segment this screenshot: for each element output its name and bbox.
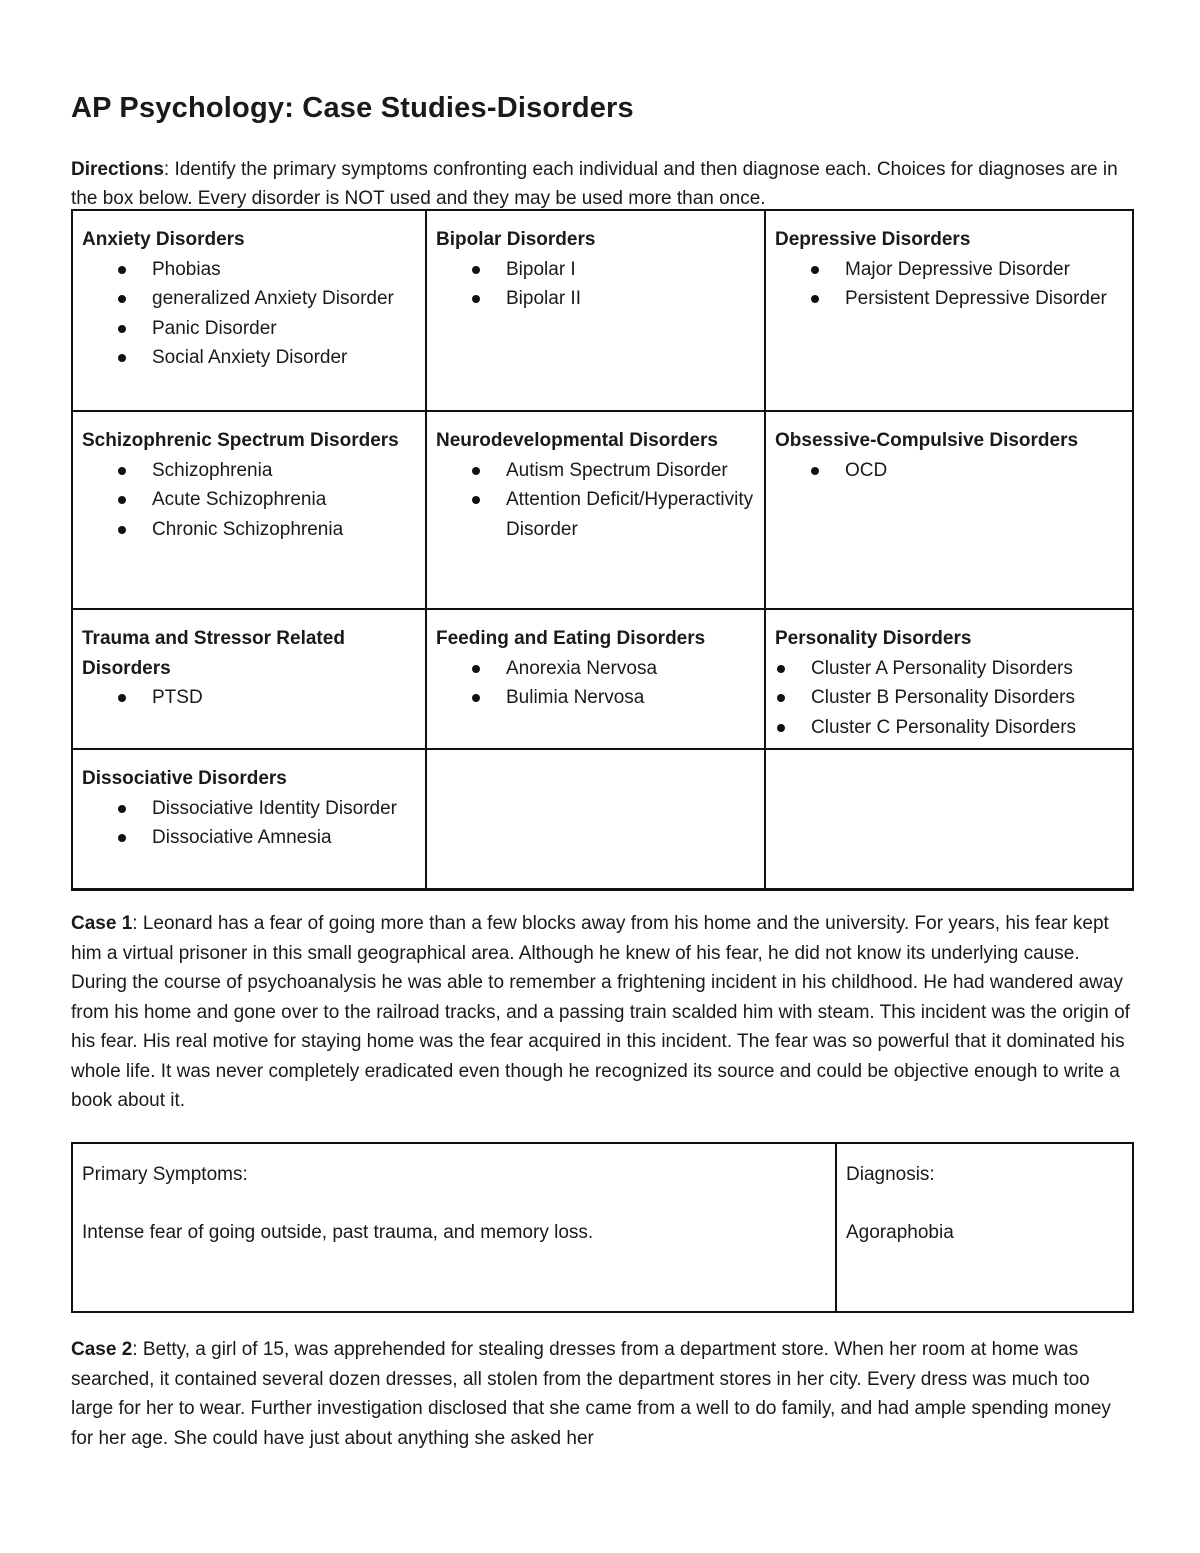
category-items	[82, 255, 417, 373]
disorder-item: Anorexia Nervosa	[472, 654, 756, 684]
category-cell	[765, 411, 1133, 609]
category-title: Personality Disorders	[775, 628, 972, 649]
disorder-item: Autism Spectrum Disorder	[472, 456, 756, 486]
category-title: Anxiety Disorders	[82, 229, 245, 250]
diagnosis-choices-table	[71, 209, 1134, 891]
symptoms-cell[interactable]	[72, 1143, 836, 1312]
disorder-item: Dissociative Amnesia	[118, 823, 417, 853]
diagnosis-label: Diagnosis:	[846, 1164, 935, 1185]
category-title: Schizophrenic Spectrum Disorders	[82, 430, 399, 451]
category-title: Bipolar Disorders	[436, 229, 596, 250]
diagnosis-cell[interactable]	[836, 1143, 1133, 1312]
category-title: Obsessive-Compulsive Disorders	[775, 430, 1079, 451]
empty-cell	[426, 749, 765, 889]
disorder-item: Bulimia Nervosa	[472, 683, 756, 713]
category-cell	[426, 210, 765, 411]
disorder-item: Cluster B Personality Disorders	[777, 683, 1124, 713]
category-title: Neurodevelopmental Disorders	[436, 430, 718, 451]
disorder-item: Dissociative Identity Disorder	[118, 794, 417, 824]
category-items	[775, 255, 1124, 314]
disorder-item: Bipolar II	[472, 284, 756, 314]
category-items	[82, 794, 417, 853]
disorder-item: Attention Deficit/Hyperactivity Disorder	[472, 485, 756, 544]
category-cell	[426, 411, 765, 609]
case-2-label: Case 2	[71, 1339, 133, 1360]
category-cell	[72, 411, 426, 609]
category-items	[436, 654, 756, 713]
directions-text: : Identify the primary symptoms confronting each individual and then diagnose each. Choices for diagnoses are in the box below. Every disorder is NOT used and they may be used more than once.	[71, 159, 1118, 209]
disorder-item: Cluster C Personality Disorders	[777, 713, 1124, 743]
case-2-text: : Betty, a girl of 15, was apprehended for stealing dresses from a department store. When her room at home was searched, it contained several dozen dresses, all stolen from the department stores in her city. Every dress was much too large for her to wear. Further investigation disclosed that she came from a well to do family, and had ample spending money for her age. She could have just about anything she asked her	[71, 1339, 1111, 1449]
case-1-paragraph	[71, 909, 1131, 1116]
disorder-item: Social Anxiety Disorder	[118, 343, 417, 373]
disorder-item: Acute Schizophrenia	[118, 485, 417, 515]
category-cell	[765, 609, 1133, 749]
disorder-item: Cluster A Personality Disorders	[777, 654, 1124, 684]
category-title: Dissociative Disorders	[82, 768, 287, 789]
case-1-answer-table	[71, 1142, 1134, 1313]
disorder-item: Bipolar I	[472, 255, 756, 285]
disorder-item: Chronic Schizophrenia	[118, 515, 417, 545]
disorder-item: Schizophrenia	[118, 456, 417, 486]
case-1-label: Case 1	[71, 913, 133, 934]
disorder-item: PTSD	[118, 683, 417, 713]
category-items	[82, 683, 417, 713]
case-1-text: : Leonard has a fear of going more than a few blocks away from his home and the university. For years, his fear kept him a virtual prisoner in this small geographical area. Although he knew of his fear, he did not know its underlying cause. During the course of psychoanalysis he was able to remember a frightening incident in his childhood. He had wandered away from his home and gone over to the railroad tracks, and a passing train scalded him with steam. This incident was the origin of his fear. His real motive for staying home was the fear acquired in this incident. The fear was so powerful that it dominated his whole life. It was never completely eradicated even though he recognized its source and could be objective enough to write a book about it.	[71, 913, 1130, 1111]
page-title: AP Psychology: Case Studies-Disorders	[71, 92, 634, 124]
disorder-item: generalized Anxiety Disorder	[118, 284, 417, 314]
symptoms-label: Primary Symptoms:	[82, 1164, 248, 1185]
disorder-item: Major Depressive Disorder	[811, 255, 1124, 285]
directions-paragraph	[71, 155, 1131, 213]
disorder-item: Phobias	[118, 255, 417, 285]
diagnosis-answer[interactable]: Agoraphobia	[846, 1222, 954, 1243]
symptoms-answer[interactable]: Intense fear of going outside, past trauma, and memory loss.	[82, 1222, 594, 1243]
empty-cell	[765, 749, 1133, 889]
case-2-paragraph	[71, 1335, 1131, 1453]
disorder-item: Panic Disorder	[118, 314, 417, 344]
category-items	[775, 654, 1124, 743]
disorder-item: OCD	[811, 456, 1124, 486]
category-title: Feeding and Eating Disorders	[436, 628, 706, 649]
category-cell	[72, 609, 426, 749]
category-cell	[765, 210, 1133, 411]
category-items	[82, 456, 417, 545]
category-title: Depressive Disorders	[775, 229, 971, 250]
category-cell	[72, 210, 426, 411]
category-items	[436, 255, 756, 314]
category-title: Trauma and Stressor Related Disorders	[82, 628, 345, 679]
category-items	[775, 456, 1124, 486]
category-items	[436, 456, 756, 545]
directions-label: Directions	[71, 159, 164, 180]
disorder-item: Persistent Depressive Disorder	[811, 284, 1124, 314]
category-cell	[426, 609, 765, 749]
category-cell	[72, 749, 426, 889]
